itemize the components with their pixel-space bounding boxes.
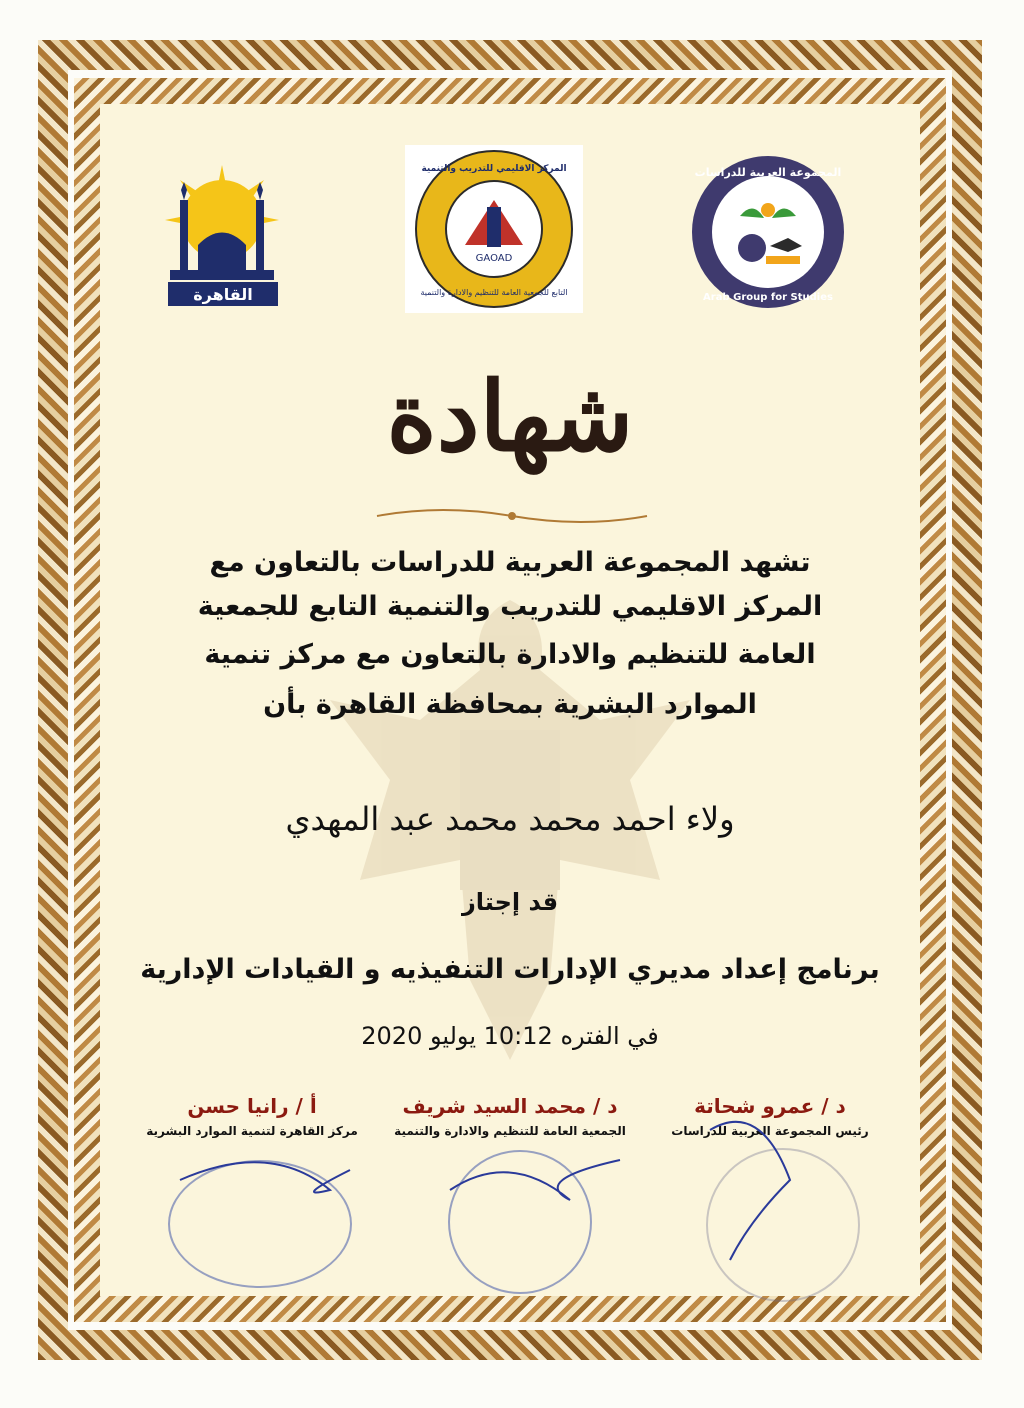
intro-line-2: المركز الاقليمي للتدريب والتنمية التابع للجمعية [197, 591, 823, 622]
mosque-sun-icon [165, 165, 279, 280]
cairo-governorate-logo [160, 160, 285, 310]
signatory-2-name: د / محمد السيد شريف [402, 1094, 618, 1118]
svg-text:التابع للجمعية العامة للتنظيم: التابع للجمعية العامة للتنظيم والادارة والتنمية [420, 288, 568, 297]
signatory-3-name: أ / رانيا حسن [187, 1094, 317, 1118]
svg-text:القاهرة: القاهرة [193, 285, 253, 304]
signatory-1-role: رئيس المجموعة العربية للدراسات [671, 1124, 869, 1138]
certificate-title: شهادة [386, 360, 634, 473]
svg-text:المجموعة العربية للدراسات: المجموعة العربية للدراسات [694, 166, 842, 179]
period-text: في الفتره 10:12 يوليو 2020 [361, 1022, 659, 1050]
svg-text:GAOAD: GAOAD [475, 253, 513, 264]
svg-text:Arab Group for Studies: Arab Group for Studies [703, 292, 833, 303]
svg-text:المركز الاقليمي للتدريب والتنم: المركز الاقليمي للتدريب والتنمية [421, 164, 567, 174]
signatory-1-name: د / عمرو شحاتة [694, 1094, 846, 1118]
recipient-name: ولاء احمد محمد محمد عبد المهدي [285, 800, 735, 838]
signatory-3-role: مركز القاهرة لتنمية الموارد البشرية [146, 1124, 358, 1138]
intro-line-1: تشهد المجموعة العربية للدراسات بالتعاون مع [209, 547, 811, 578]
intro-line-4: الموارد البشرية بمحافظة القاهرة بأن [263, 689, 757, 720]
program-name: برنامج إعداد مديري الإدارات التنفيذيه و القيادات الإدارية [140, 954, 880, 985]
signatory-2-role: الجمعية العامة للتنظيم والادارة والتنمية [394, 1124, 626, 1138]
regional-center-seal-icon [405, 145, 583, 313]
ornament-divider-icon [372, 506, 652, 526]
arab-group-logo [688, 152, 848, 312]
intro-line-3: العامة للتنظيم والادارة بالتعاون مع مركز تنمية [204, 639, 816, 670]
handwritten-signatures-icon [150, 1120, 870, 1290]
regional-center-logo-box [405, 145, 583, 313]
passed-text: قد إجتاز [461, 888, 559, 916]
